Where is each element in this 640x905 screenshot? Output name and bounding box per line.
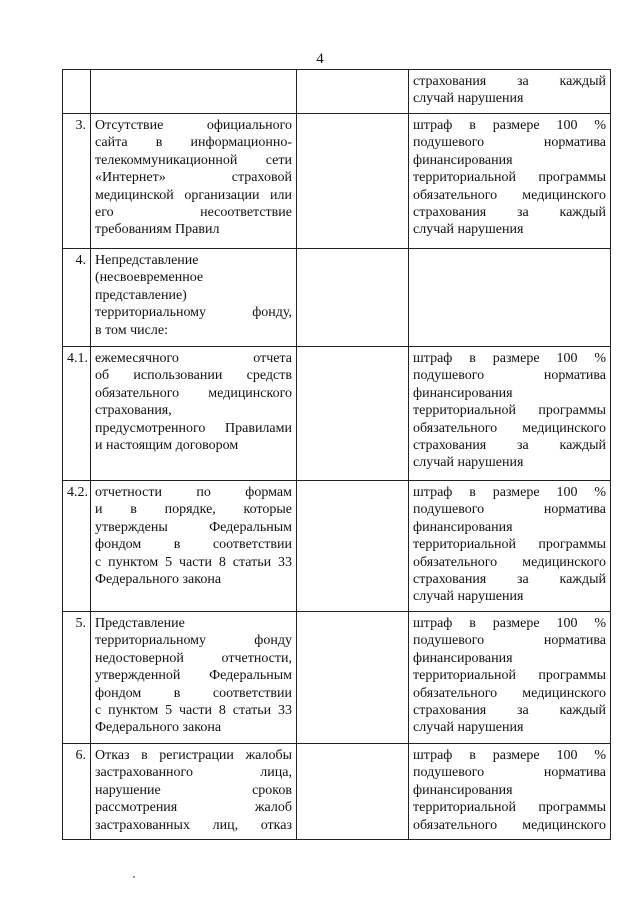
empty-cell xyxy=(297,249,409,347)
violation-cell xyxy=(91,481,297,612)
text-line: утвержденной Федеральным xyxy=(95,668,292,684)
empty-cell xyxy=(297,612,409,744)
text-line: и в порядке, которые xyxy=(95,502,292,518)
row-number: 4.1. xyxy=(63,347,91,481)
text-line: страхования за каждый xyxy=(413,74,606,89)
text-line: страхования за каждый xyxy=(413,703,606,719)
row-number xyxy=(63,70,91,114)
text-line: штраф в размере 100 % xyxy=(413,748,606,763)
text-line: подушевого норматива xyxy=(413,368,606,384)
text-line: застрахованных лиц, отказ xyxy=(95,817,292,833)
text-line: случай нарушения xyxy=(413,720,524,736)
table-row xyxy=(63,612,611,744)
text-line: утверждены Федеральным xyxy=(95,519,292,535)
text-line: обязательного медицинского xyxy=(413,685,606,701)
text-line: «Интернет» страховой xyxy=(95,170,292,186)
table-row xyxy=(63,744,611,840)
text-line: (несвоевременное xyxy=(95,270,204,286)
penalty-cell xyxy=(409,114,611,249)
text-line: страхования, xyxy=(95,403,172,419)
row-number: 4. xyxy=(63,249,91,347)
text-line: финансирования xyxy=(413,385,513,401)
row-number: 5. xyxy=(63,612,91,744)
text-line: и настоящим договором xyxy=(95,438,239,454)
text-line: об использовании средств xyxy=(95,368,292,384)
text-line: с пунктом 5 части 8 статьи 33 xyxy=(95,703,292,719)
text-line: штраф в размере 100 % xyxy=(413,485,606,500)
penalty-cell xyxy=(409,70,611,114)
text-line: телекоммуникационной сети xyxy=(95,152,292,168)
text-line: страхования за каждый xyxy=(413,572,606,588)
text-line: обязательного медицинского xyxy=(413,554,606,570)
text-line: обязательного медицинского xyxy=(413,817,606,833)
text-line: представление) xyxy=(95,287,187,303)
text-line: обязательного медицинского xyxy=(413,187,606,203)
violation-cell xyxy=(91,347,297,481)
text-line: сайта в информационно- xyxy=(95,135,292,151)
text-line: подушевого норматива xyxy=(413,135,606,151)
text-line: застрахованного лица, xyxy=(95,765,292,781)
text-line: рассмотрения жалоб xyxy=(95,800,292,816)
page-number: 4 xyxy=(316,51,324,67)
text-line: случай нарушения xyxy=(413,455,524,471)
penalty-cell xyxy=(409,744,611,840)
text-line: страхования за каждый xyxy=(413,205,606,221)
text-line: подушевого норматива xyxy=(413,633,606,649)
row-number: 4.2. xyxy=(63,481,91,612)
text-line: Представление xyxy=(95,616,185,631)
text-line: ежемесячного отчета xyxy=(95,351,292,366)
text-line: финансирования xyxy=(413,519,513,535)
empty-cell xyxy=(297,70,409,114)
penalty-cell xyxy=(409,347,611,481)
text-line: с пунктом 5 части 8 статьи 33 xyxy=(95,554,292,570)
text-line: требованиям Правил xyxy=(95,222,220,238)
text-line: случай нарушения xyxy=(413,91,524,107)
table-row xyxy=(63,70,611,114)
penalty-cell xyxy=(409,481,611,612)
text-line: случай нарушения xyxy=(413,222,524,238)
text-line: территориальной программы xyxy=(413,668,606,684)
text-line: территориальной программы xyxy=(413,170,606,186)
text-line: недостоверной отчетности, xyxy=(95,650,292,666)
table-row xyxy=(63,249,611,347)
text-line: фондом в соответствии xyxy=(95,685,292,701)
text-line: фондом в соответствии xyxy=(95,537,292,553)
row-number: 3. xyxy=(63,114,91,249)
text-line: территориальной программы xyxy=(413,800,606,816)
text-line: территориальному фонду xyxy=(95,633,292,649)
table-row xyxy=(63,114,611,249)
text-line: финансирования xyxy=(413,650,513,666)
text-line: финансирования xyxy=(413,152,513,168)
empty-cell xyxy=(297,744,409,840)
text-line: нарушение сроков xyxy=(95,782,292,798)
empty-cell xyxy=(297,114,409,249)
text-line: Отказ в регистрации жалобы xyxy=(95,748,292,763)
text-line: в том числе: xyxy=(95,322,168,338)
text-line: медицинской организации или xyxy=(95,187,292,203)
violation-cell xyxy=(91,114,297,249)
penalty-cell xyxy=(409,249,611,347)
text-line: Отсутствие официального xyxy=(95,118,292,133)
text-line: страхования за каждый xyxy=(413,438,606,454)
text-line: территориальному фонду, xyxy=(95,305,292,321)
violation-cell xyxy=(91,70,297,114)
table-row xyxy=(63,347,611,481)
table-row xyxy=(63,481,611,612)
text-line: Федерального закона xyxy=(95,572,222,588)
violation-cell xyxy=(91,744,297,840)
penalty-cell xyxy=(409,612,611,744)
text-line: штраф в размере 100 % xyxy=(413,616,606,631)
penalties-table xyxy=(62,69,611,840)
text-line: Непредставление xyxy=(95,253,199,268)
empty-cell xyxy=(297,347,409,481)
text-line: подушевого норматива xyxy=(413,502,606,518)
text-line: Федерального закона xyxy=(95,720,222,736)
empty-cell xyxy=(297,481,409,612)
text-line: подушевого норматива xyxy=(413,765,606,781)
text-line: финансирования xyxy=(413,782,513,798)
text-line: обязательного медицинского xyxy=(95,385,292,401)
text-line: штраф в размере 100 % xyxy=(413,118,606,133)
scan-speck xyxy=(133,876,135,878)
text-line: предусмотренного Правилами xyxy=(95,420,292,436)
violation-cell xyxy=(91,249,297,347)
text-line: случай нарушения xyxy=(413,589,524,605)
violation-cell xyxy=(91,612,297,744)
text-line: территориальной программы xyxy=(413,537,606,553)
text-line: территориальной программы xyxy=(413,403,606,419)
text-line: его несоответствие xyxy=(95,205,292,221)
row-number: 6. xyxy=(63,744,91,840)
text-line: обязательного медицинского xyxy=(413,420,606,436)
text-line: отчетности по формам xyxy=(95,485,292,500)
text-line: штраф в размере 100 % xyxy=(413,351,606,366)
